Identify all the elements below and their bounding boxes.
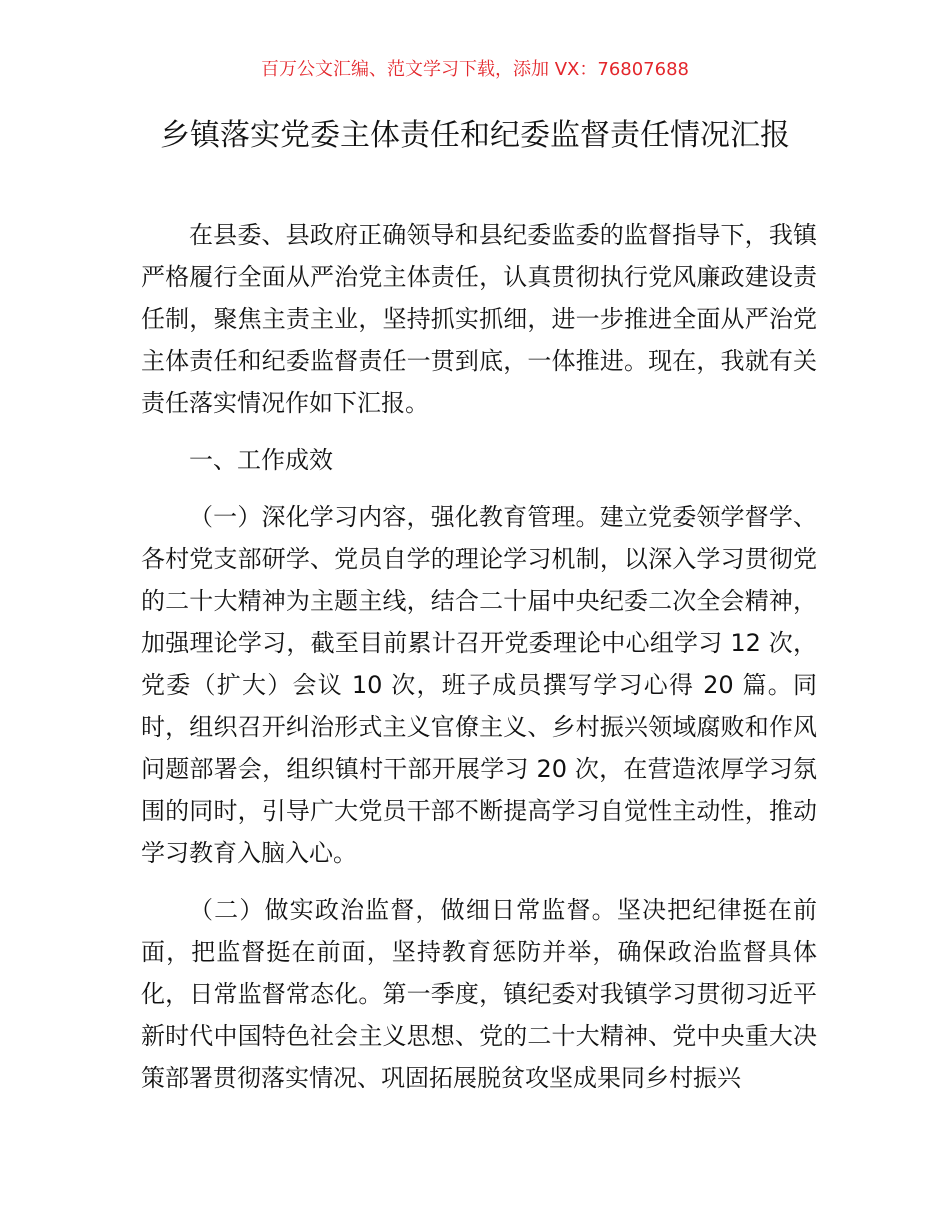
section-paragraph-1: （一）深化学习内容，强化教育管理。建立党委领学督学、各村党支部研学、党员自学的理论学习机制，以深入学习贯彻党的二十大精神为主题主线，结合二十届中央纪委二次全会精神，加强理论学习，截至目前累计召开党委理论中心组学习 12 次，党委（扩大）会议 10 次，班子成员撰写学习心得 20 篇。同时，组织召开纠治形式主义官僚主义、乡村振兴领域腐败和作风问题部署会，组织镇村干部开展学习 20 次，在营造浓厚学习氛围的同时，引导广大党员干部不断提高学习自觉性主动性，推动学习教育入脑入心。 (141, 503, 817, 867)
document-body (141, 214, 817, 1114)
section-paragraph-2: （二）做实政治监督，做细日常监督。坚决把纪律挺在前面，把监督挺在前面，坚持教育惩防并举，确保政治监督具体化，日常监督常态化。第一季度，镇纪委对我镇学习贯彻习近平新时代中国特色社会主义思想、党的二十大精神、党中央重大决策部署贯彻落实情况、巩固拓展脱贫攻坚成果同乡村振兴 (141, 896, 817, 1092)
intro-paragraph: 在县委、县政府正确领导和县纪委监委的监督指导下，我镇严格履行全面从严治党主体责任，认真贯彻执行党风廉政建设责任制，聚焦主责主业，坚持抓实抓细，进一步推进全面从严治党主体责任和纪委监督责任一贯到底，一体推进。现在，我就有关责任落实情况作如下汇报。 (141, 221, 817, 417)
page-title: 乡镇落实党委主体责任和纪委监督责任情况汇报 (160, 118, 790, 153)
header-watermark-note: 百万公文汇编、范文学习下载，添加 VX：76807688 (261, 59, 689, 80)
section-heading: 一、工作成效 (189, 446, 333, 474)
